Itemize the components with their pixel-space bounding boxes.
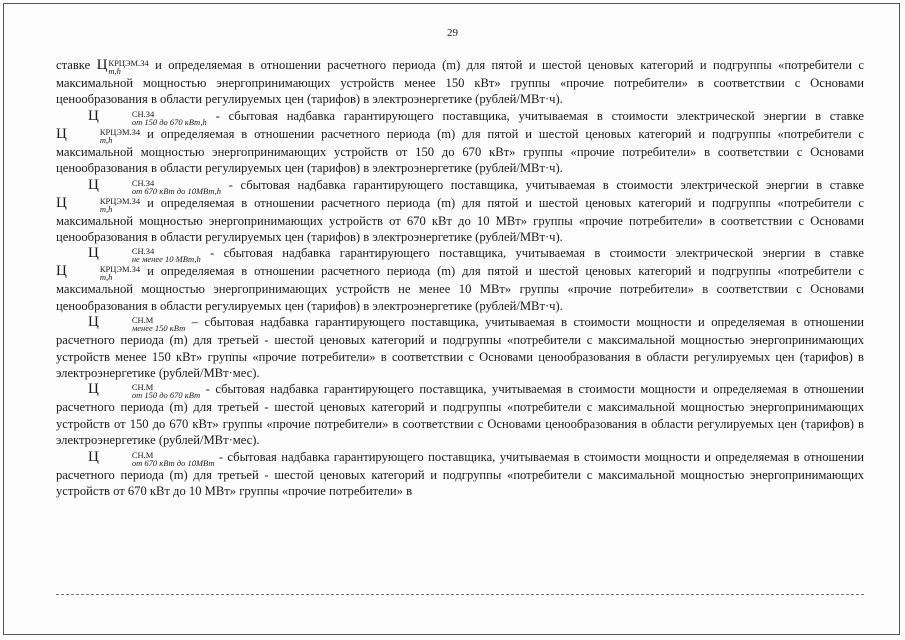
symbol-superscript: СН.З4 [131, 177, 155, 188]
paragraph [56, 57, 864, 108]
symbol-scripts [108, 59, 148, 75]
formula-symbol [88, 381, 201, 401]
paragraph-text: - сбытовая надбавка гарантирующего поставщика, учитываемая в стоимости мощности и определяемая в отношении расчетного периода (m) для третьей - шестой ценовых категорий и подгруппы «потребители с максимальной мощностью энергопринимающих устройств от 150 до 670 кВт» группы «прочие потребители» в соответствии с Основами ценообразования в области регулируемых цен (тарифов) в электроэнергетике (рублей/МВт·мес). [56, 382, 864, 448]
symbol-superscript: СН.З4 [131, 246, 155, 257]
symbol-subscript: от 670 кВт до 10МВт [131, 457, 215, 468]
symbol-subscript: от 670 кВт до 10МВт,h [131, 185, 222, 196]
symbol-superscript: КРЦЭМ.З4 [99, 126, 141, 137]
symbol-scripts [100, 383, 200, 399]
paragraph-text: – сбытовая надбавка гарантирующего поставщика, учитываемая в стоимости мощности и определяемая в отношении расчетного периода (m) для третьей - шестой ценовых категорий и подгруппы «потребители с максимальной мощностью энергопринимающих устройств менее 150 кВт» группы «прочие потребители» в соответствии с Основами ценообразования в области регулируемых цен (тарифов) в электроэнергетике (рублей/МВт·мес). [56, 315, 864, 381]
symbol-subscript: от 150 до 670 кВт [131, 390, 201, 401]
symbol-superscript: СН.М [131, 382, 154, 393]
paragraph-text: и определяемая в отношении расчетного периода (m) для пятой и шестой ценовых категорий и подгруппы «потребители с максимальной мощностью энергопринимающих устройств менее 150 кВт» группы «прочие потребители» в соответствии с Основами ценообразования в области регулируемых цен (тарифов) в электроэнергетике (рублей/МВт·ч). [56, 58, 864, 107]
paragraph [56, 245, 864, 314]
formula-symbol [96, 57, 149, 76]
symbol-scripts [100, 110, 207, 126]
paragraph-text: ставке [56, 58, 97, 72]
symbol-superscript: КРЦЭМ.З4 [108, 58, 149, 68]
symbol-subscript: от 150 до 670 кВт,h [131, 116, 207, 127]
paragraph [56, 177, 864, 246]
paragraph [56, 108, 864, 177]
paragraph-text: - сбытовая надбавка гарантирующего поставщика, учитываемая в стоимости мощности и определяемая в отношении расчетного периода (m) для третьей - шестой ценовых категорий и подгруппы «потребители с максимальной мощностью энергопринимающих устройств от 670 кВт до 10 МВт» группы «прочие потребители» в [56, 449, 864, 499]
symbol-base: Ц [96, 57, 108, 73]
symbol-superscript: СН.М [131, 315, 154, 326]
symbol-base: Ц [56, 194, 67, 211]
paragraph-text: и определяемая в отношении расчетного периода (m) для пятой и шестой ценовых категорий и подгруппы «потребители с максимальной мощностью энергопринимающих устройств от 150 до 670 кВт» группы «прочие потребители» в соответствии с Основами ценообразования в области регулируемых цен (тарифов) в электроэнергетике (рублей/МВт·ч). [56, 126, 864, 176]
symbol-base: Ц [88, 381, 99, 398]
page-number: 29 [447, 27, 458, 39]
symbol-base: Ц [88, 176, 99, 193]
formula-symbol [88, 245, 201, 265]
symbol-subscript: m,h [99, 134, 113, 145]
symbol-scripts [100, 451, 215, 467]
symbol-scripts [68, 197, 140, 213]
symbol-superscript: КРЦЭМ.З4 [99, 264, 141, 275]
formula-symbol [88, 448, 215, 468]
symbol-subscript: m,h [99, 272, 113, 283]
symbol-scripts [100, 179, 221, 195]
symbol-base: Ц [56, 263, 67, 280]
formula-symbol [56, 194, 141, 214]
paragraph-text: и определяемая в отношении расчетного периода (m) для пятой и шестой ценовых категорий и подгруппы «потребители с максимальной мощностью энергопринимающих устройств от 670 кВт до 10 МВт» группы «прочие потребители» в соответствии с Основами ценообразования в области регулируемых цен (тарифов) в электроэнергетике (рублей/МВт·ч). [56, 195, 864, 245]
formula-symbol [88, 107, 207, 127]
symbol-superscript: СН.М [131, 449, 154, 460]
symbol-subscript: не менее 10 МВт,h [131, 254, 201, 265]
paragraph-text: - сбытовая надбавка гарантирующего поставщика, учитываемая в стоимости электрической энергии в ставке [221, 177, 864, 192]
paragraph-text: - сбытовая надбавка гарантирующего поставщика, учитываемая в стоимости электрической энергии в ставке [206, 108, 864, 123]
symbol-subscript: m,h [99, 203, 113, 214]
symbol-subscript: менее 150 кВт [131, 323, 186, 334]
paragraph-text: - сбытовая надбавка гарантирующего поставщика, учитываемая в стоимости электрической энергии в ставке [200, 246, 864, 261]
formula-symbol [88, 314, 186, 334]
symbol-superscript: КРЦЭМ.З4 [99, 195, 141, 206]
symbol-subscript: m,h [108, 66, 121, 76]
page-bottom-rule [56, 594, 864, 595]
symbol-scripts [100, 316, 185, 332]
formula-symbol [56, 263, 141, 283]
symbol-base: Ц [88, 448, 99, 465]
symbol-base: Ц [88, 245, 99, 262]
paragraph [56, 381, 864, 448]
symbol-base: Ц [88, 314, 99, 331]
paragraph-text: и определяемая в отношении расчетного периода (m) для пятой и шестой ценовых категорий и подгруппы «потребители с максимальной мощностью энергопринимающих устройств не менее 10 МВт» группы «прочие потребители» в соответствии с Основами ценообразования в области регулируемых цен (тарифов) в электроэнергетике (рублей/МВт·ч). [56, 264, 864, 313]
symbol-scripts [100, 247, 201, 263]
paragraph [56, 314, 864, 381]
symbol-base: Ц [56, 125, 67, 142]
document-body [56, 57, 864, 500]
symbol-scripts [68, 128, 140, 144]
symbol-superscript: СН.З4 [131, 108, 155, 119]
symbol-scripts [68, 265, 140, 281]
formula-symbol [88, 176, 222, 196]
symbol-base: Ц [88, 107, 99, 124]
paragraph [56, 449, 864, 500]
formula-symbol [56, 125, 141, 145]
